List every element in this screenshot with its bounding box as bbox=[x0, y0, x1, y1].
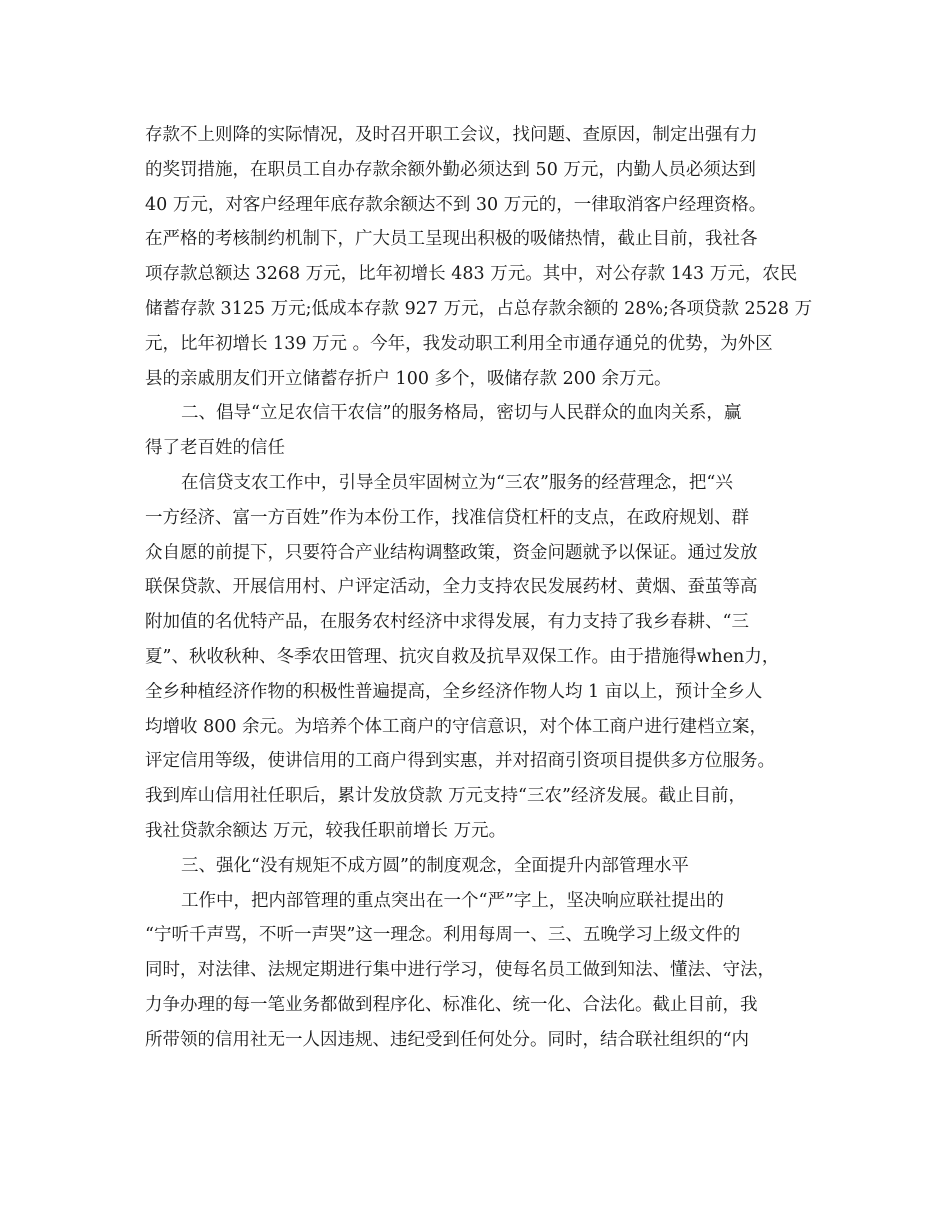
document-body bbox=[145, 118, 815, 1058]
text-line: 夏”、秋收秋种、冬季农田管理、抗灾自救及抗旱双保工作。由于措施得when力， bbox=[145, 646, 780, 667]
paragraph-start: 工作中，把内部管理的重点突出在一个“严”字上，坚决响应联社提出的 bbox=[181, 890, 724, 911]
text-line: 县的亲戚朋友们开立储蓄存折户 100 多个，吸储存款 200 余万元。 bbox=[145, 368, 672, 389]
text-line: 同时，对法律、法规定期进行集中进行学习，使每名员工做到知法、懂法、守法， bbox=[145, 960, 775, 981]
section-heading-3: 三、强化“没有规矩不成方圆”的制度观念，全面提升内部管理水平 bbox=[181, 855, 689, 876]
text-line: “宁听千声骂，不听一声哭”这一理念。利用每周一、三、五晚学习上级文件的 bbox=[145, 925, 741, 946]
text-line: 的奖罚措施，在职员工自办存款余额外勤必须达到 50 万元，内勤人员必须达到 bbox=[145, 159, 756, 180]
text-line: 全乡种植经济作物的积极性普遍提高，全乡经济作物人均 1 亩以上，预计全乡人 bbox=[145, 681, 763, 702]
text-line: 项存款总额达 3268 万元，比年初增长 483 万元。其中，对公存款 143 万元，农民 bbox=[145, 264, 798, 285]
paragraph-start: 在信贷支农工作中，引导全员牢固树立为“三农”服务的经营理念，把“兴 bbox=[181, 472, 733, 493]
text-line: 众自愿的前提下，只要符合产业结构调整政策，资金问题就予以保证。通过发放 bbox=[145, 542, 758, 563]
text-line: 40 万元，对客户经理年底存款余额达不到 30 万元的，一律取消客户经理资格。 bbox=[145, 194, 767, 215]
text-line: 联保贷款、开展信用村、户评定活动，全力支持农民发展药材、黄烟、蚕茧等高 bbox=[145, 577, 758, 598]
text-line: 一方经济、富一方百姓”作为本份工作，找准信贷杠杆的支点，在政府规划、群 bbox=[145, 507, 749, 528]
text-line: 元，比年初增长 139 万元 。今年，我发动职工利用全市通存通兑的优势，为外区 bbox=[145, 333, 773, 354]
section-heading-2-cont: 得了老百姓的信任 bbox=[145, 438, 285, 459]
text-line: 力争办理的每一笔业务都做到程序化、标准化、统一化、合法化。截止目前，我 bbox=[145, 994, 758, 1015]
text-line: 储蓄存款 3125 万元;低成本存款 927 万元，占总存款余额的 28%;各项贷款 2528 万 bbox=[145, 298, 813, 319]
text-line: 附加值的名优特产品，在服务农村经济中求得发展，有力支持了我乡春耕、“三 bbox=[145, 612, 749, 633]
text-line: 我到库山信用社任职后，累计发放贷款 万元支持“三农”经济发展。截止目前， bbox=[145, 786, 746, 807]
text-line: 存款不上则降的实际情况，及时召开职工会议，找问题、查原因，制定出强有力 bbox=[145, 125, 758, 145]
text-line: 我社贷款余额达 万元，较我任职前增长 万元。 bbox=[145, 820, 507, 841]
text-line: 评定信用等级，使讲信用的工商户得到实惠，并对招商引资项目提供多方位服务。 bbox=[145, 751, 775, 772]
section-heading-2: 二、倡导“立足农信干农信”的服务格局，密切与人民群众的血肉关系，赢 bbox=[181, 403, 742, 424]
text-line: 均增收 800 余元。为培养个体工商户的守信意识，对个体工商户进行建档立案， bbox=[145, 716, 768, 737]
text-line: 在严格的考核制约机制下，广大员工呈现出积极的吸储热情，截止目前，我社各 bbox=[145, 229, 758, 250]
text-line: 所带领的信用社无一人因违规、违纪受到任何处分。同时，结合联社组织的“内 bbox=[145, 1029, 749, 1050]
